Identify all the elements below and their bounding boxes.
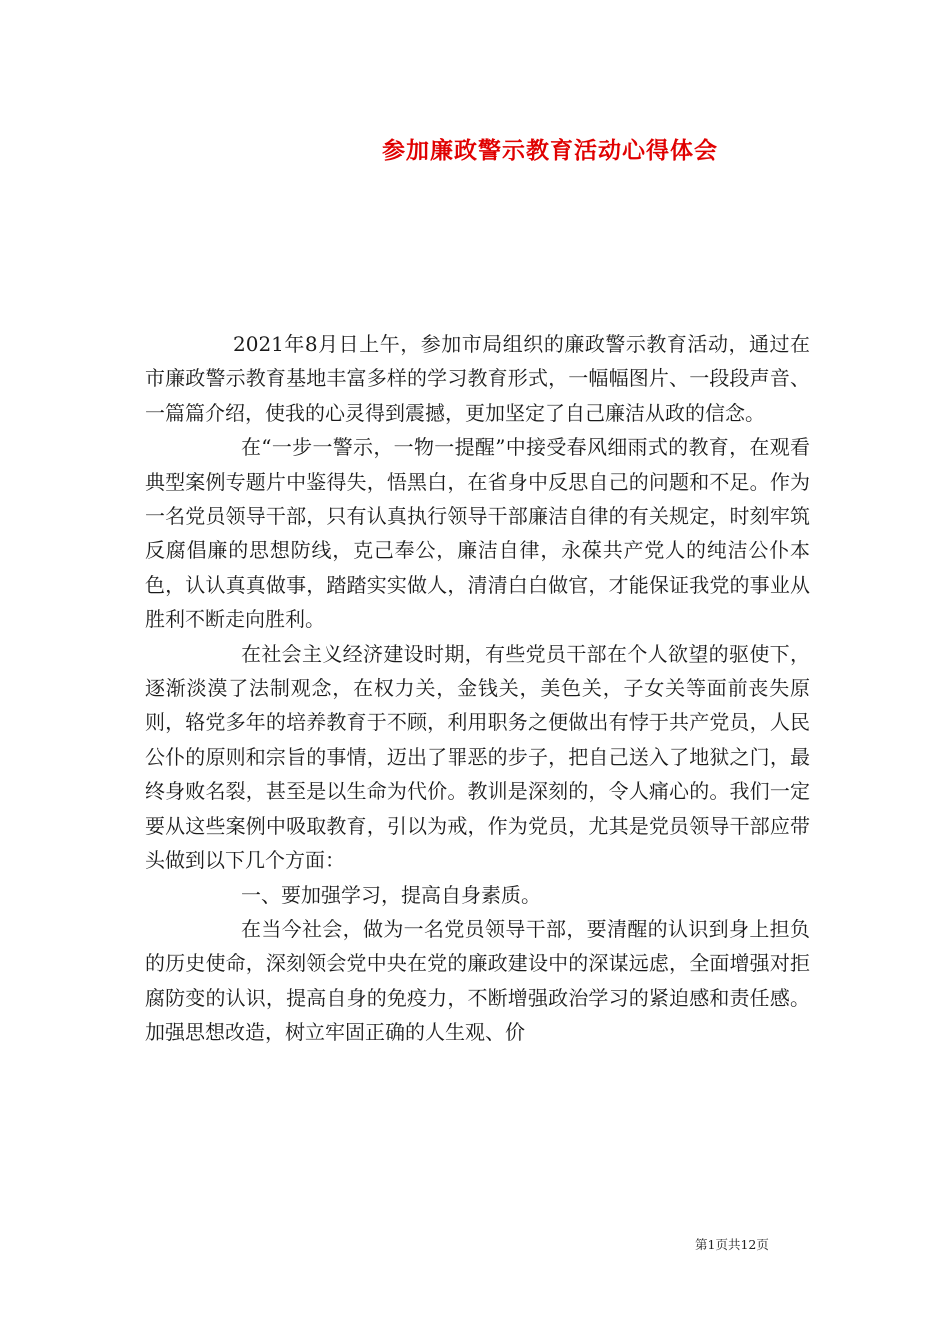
document-title: 参加廉政警示教育活动心得体会 bbox=[382, 138, 718, 164]
paragraph: 在当今社会，做为一名党员领导干部，要清醒的认识到身上担负的历史使命，深刻领会党中央在党的廉政建设中的深谋远虑，全面增强对拒腐防变的认识，提高自身的免疫力，不断增强政治学习的紧迫感和责任感。加强思想改造，树立牢固正确的人生观、价 bbox=[145, 916, 810, 1045]
paragraph: 在“一步一警示，一物一提醒”中接受春风细雨式的教育，在观看典型案例专题片中鉴得失，悟黑白，在省身中反思自己的问题和不足。作为一名党员领导干部，只有认真执行领导干部廉洁自律的有关规定，时刻牢筑反腐倡廉的思想防线，克己奉公，廉洁自律，永葆共产党人的纯洁公仆本色，认认真真做事，踏踏实实做人，清清白白做官，才能保证我党的事业从胜利不断走向胜利。 bbox=[145, 435, 810, 632]
section-heading: 一、要加强学习，提高自身素质。 bbox=[241, 882, 541, 907]
paragraph: 2021年8月日上午，参加市局组织的廉政警示教育活动，通过在市廉政警示教育基地丰富多样的学习教育形式，一幅幅图片、一段段声音、一篇篇介绍，使我的心灵得到震撼，更加坚定了自己廉洁从政的信念。 bbox=[145, 332, 810, 425]
paragraph: 在社会主义经济建设时期，有些党员干部在个人欲望的驱使下，逐渐淡漠了法制观念，在权力关，金钱关，美色关，子女关等面前丧失原则，辂党多年的培养教育于不顾，利用职务之便做出有悖于共产党员，人民公仆的原则和宗旨的事情，迈出了罪恶的步子，把自己送入了地狱之门，最终身败名裂，甚至是以生命为代价。教训是深刻的，令人痛心的。我们一定要从这些案例中吸取教育，引以为戒，作为党员，尤其是党员领导干部应带头做到以下几个方面： bbox=[145, 641, 810, 873]
document-body bbox=[145, 327, 810, 1050]
page-number: 第1页共12页 bbox=[695, 1237, 769, 1252]
